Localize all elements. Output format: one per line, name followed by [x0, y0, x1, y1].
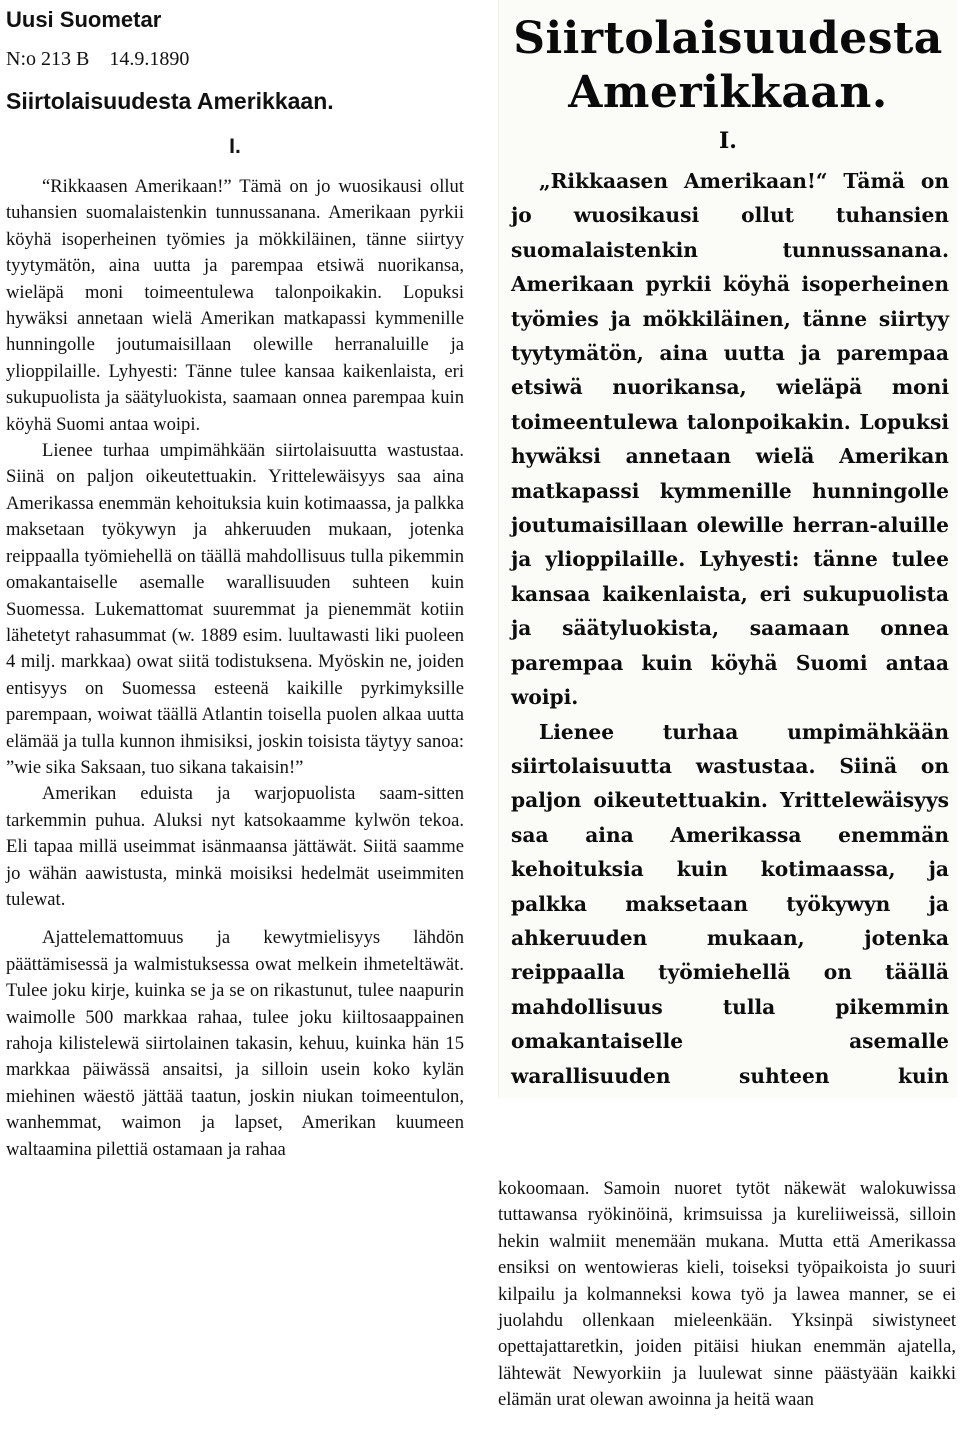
scan-body — [499, 164, 957, 1098]
issue-line: N:o 213 B 14.9.1890 — [6, 48, 190, 70]
paragraph: Lienee turhaa umpimähkään siirtolaisuutta wastustaa. Siinä on paljon oikeutettuakin. Yrittelewäisyys saa aina Amerikassa enemmän kehoituksia kuin kotimaassa, ja palkka maksetaan työkywyn ja ahkeruuden mukaan, jotenka reippaalla työmiehellä on täällä mahdollisuus tulla pikemmin omakantaiselle asemalle warallisuuden suhteen kuin Suomessa. Lukemattomat suuremmat ja pienemmät kotiin lähetetyt rahasummat (w. 1889 esim. luultawasti liki puoleen 4 milj. markkaa) owat siitä todistuksena. Myöskin ne, joiden entisyys on Suomessa esteenä kaikille pyrkimyksille parempaan, woiwat täällä Atlantin toisella puolen alkaa uutta elämää ja tulla kunnon ihmisiksi, joskin toisista täytyy sanoa: ”wie sika Saksaan, tuo sikana takaisin!” — [6, 440, 464, 778]
transcription-continuation-column — [498, 1176, 956, 1414]
fraktur-scan-image — [498, 0, 957, 1098]
transcription-column — [6, 4, 464, 1163]
scan-paragraph: Lienee turhaa umpimähkään siirtolaisuutta wastustaa. Siinä on paljon oikeutettuakin. Yrittelewäisyys saa aina Amerikassa enemmän kehoituksia kuin kotimaassa, ja palkka maksetaan työkywyn ja ahkeruuden mukaan, jotenka reippaalla työmiehellä on täällä mahdollisuus tulla pikemmin omakantaiselle asemalle warallisuuden suhteen kuin — [511, 719, 949, 1088]
publication-name: Uusi Suometar — [6, 7, 162, 32]
scan-title: Siirtolaisuudesta Amerikkaan. — [513, 13, 943, 118]
scan-section-numeral: I. — [719, 128, 737, 154]
section-numeral: I. — [229, 135, 241, 158]
paragraph-continuation: kokoomaan. Samoin nuoret tytöt näkewät walokuwissa tuttawansa ryökinöinä, krimsuissa ja kureliiweissä, silloin hekin walmiit menemään mukana. Mutta että Amerikassa ensiksi on wentowieras kieli, toiseksi työpaikoista jo suuri kilpailu ja kolmanneksi kowa työ ja lawea manner, se ei juolahdu ollenkaan mieleenkään. Yksinpä siwistyneet opettajattaretkin, joiden pitäisi hiukan enemmän ajatella, lähtewät Newyorkiin ja luulewat sinne päästyään kaikki elämän urat olewan awoinna ja heitä waan — [498, 1178, 956, 1411]
paragraph: Amerikan eduista ja warjopuolista saam-sitten tarkemmin puhua. Aluksi nyt katsokaamme kylwön tekoa. Eli tapaa millä useimmat isänmaansa jättäwät. Siitä saamme jo wähän aawistusta, minkä moisiksi hedelmät useimmiten tulewat. — [6, 783, 464, 910]
article-title: Siirtolaisuudesta Amerikkaan. — [6, 88, 334, 114]
paragraph: “Rikkaasen Amerikaan!” Tämä on jo wuosikausi ollut tuhansien suomalaistenkin tunnussanana. Amerikaan pyrkii köyhä isoperheinen työmies ja mökkiläinen, tänne siirtyy tyytymätön, aina uutta ja parempaa etsiwä nuorikansa, wieläpä moni toimeentulewa talonpoikakin. Lopuksi hywäksi annetaan wielä Amerikan matkapassi kymmenille hunningolle joutumaisillaan olewille herranaluille ja ylioppilaille. Lyhyesti: Tänne tulee kansaa kaikenlaista, eri sukupuolista ja säätyluokista, saamaan onnea parempaa kuin köyhä Suomi antaa woipi. — [6, 176, 464, 435]
scan-paragraph: „Rikkaasen Amerikaan!“ Tämä on jo wuosikausi ollut tuhansien suomalaistenkin tunnussanana. Amerikaan pyrkii köyhä isoperheinen työmies ja mökkiläinen, tänne siirtyy tyytymätön, aina uutta ja parempaa etsiwä nuorikansa, wieläpä moni toimeentulewa talonpoikakin. Lopuksi hywäksi annetaan wielä Amerikan matkapassi kymmenille hunningolle joutumaisillaan olewille herran-aluille ja ylioppilaille. Lyhyesti: tänne tulee kansaa kaikenlaista, eri sukupuolista ja säätyluokista, saamaan onnea parempaa kuin köyhä Suomi antaa woipi. — [511, 169, 949, 710]
paragraph: Ajattelemattomuus ja kewytmielisyys lähdön päättämisessä ja walmistuksessa owat melkein ihmeteltäwät. Tulee joku kirje, kuinka se ja se on rikastunut, tulee naapurin waimolle 500 markkaa rahaa, tulee joku kiiltosaappainen rahoja kilistelewä siirtolainen takasin, kehuu, kuinka hän 15 markkaa päiwässä ansaitsi, ja silloin usein koko kylän miehinen wäestö jättää taatun, joskin niukan toimeentulon, wanhemmat, waimon ja lapset, Amerikan kuumeen waltaamina pilettiä ostamaan ja rahaa — [6, 927, 464, 1160]
